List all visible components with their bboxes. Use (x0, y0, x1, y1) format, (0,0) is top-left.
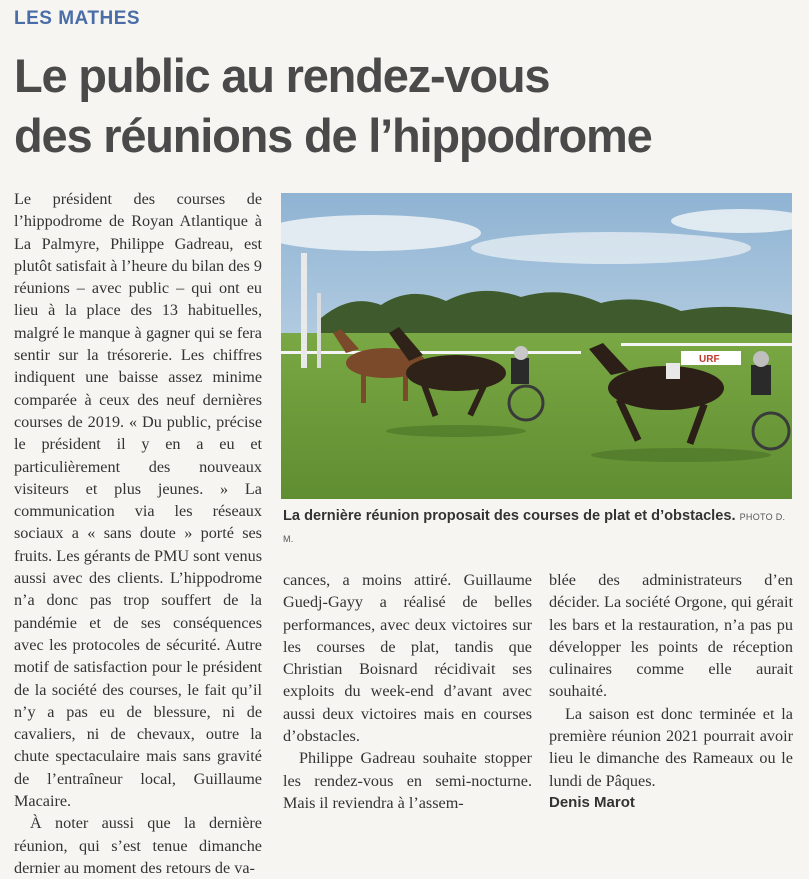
headline-line-1: Le public au rendez-vous (14, 49, 550, 102)
paragraph: Le président des courses de l’hippodrome de Royan Atlantique à La Palmyre, Philippe Gadreau, est plutôt satisfait à l’heure du bilan des 9 réunions – avec public – qui ont eu lieu à la place des 13 habituelles, malgré le manque à gagner qui se fera sentir sur la trésorerie. Les chiffres indiquent une baisse assez minime comparée à ceux des neuf dernières courses de 2019. « Du public, précise le président il y en a eu et particulièrement des nouveaux visiteurs et plus jeunes. » La communication via les réseaux sociaux a « sans doute » porté ses fruits. Les gérants de PMU sont venus aussi avec des clients. L’hippodrome n’a donc pas trop souffert de la pandémie et de ses conséquences avec les protocoles de sécurité. Autre motif de satisfaction pour le président de la société des courses, le fait qu’il n’y a pas eu de blessure, ni de cavaliers, ni de chevaux, outre la chute spectaculaire mais sans gravité de l’entraîneur local, Guillaume Macaire. (14, 190, 262, 811)
race-photo (281, 193, 792, 499)
photo-credit: PHOTO D. M. (283, 512, 786, 544)
article-column-3 (549, 569, 793, 814)
author-byline: Denis Marot (549, 793, 635, 811)
article-column-1 (14, 188, 262, 879)
headline (14, 46, 804, 166)
paragraph: À noter aussi que la dernière réunion, qui s’est tenue dimanche dernier au moment des retours de va- (14, 814, 262, 877)
paragraph: blée des administrateurs d’en décider. La société Orgone, qui gérait les bars et la restauration, n’a pas pu développer les points de réception culinaires comme elle aurait souhaité. (549, 571, 793, 701)
svg-text:URF: URF (699, 354, 720, 365)
paragraph: La saison est donc terminée et la première réunion 2021 pourrait avoir lieu le dimanche des Rameaux ou le lundi de Pâques. (549, 704, 793, 790)
section-kicker: LES MATHES (14, 8, 141, 29)
paragraph: cances, a moins attiré. Guillaume Guedj-Gayy a réalisé de belles performances, avec deux victoires sur les courses de plat, tandis que Christian Boisnard récidivait ses exploits du week-end d’avant avec aussi deux victoires mais en courses d’obstacles. (283, 571, 532, 746)
caption-text: La dernière réunion proposait des courses de plat et d’obstacles. (283, 508, 736, 524)
article-column-2 (283, 569, 532, 814)
paragraph: Philippe Gadreau souhaite stopper les rendez-vous en semi-nocturne. Mais il reviendra à l’assem- (283, 749, 532, 812)
photo-caption (283, 506, 793, 550)
headline-line-2: des réunions de l’hippodrome (14, 109, 652, 162)
